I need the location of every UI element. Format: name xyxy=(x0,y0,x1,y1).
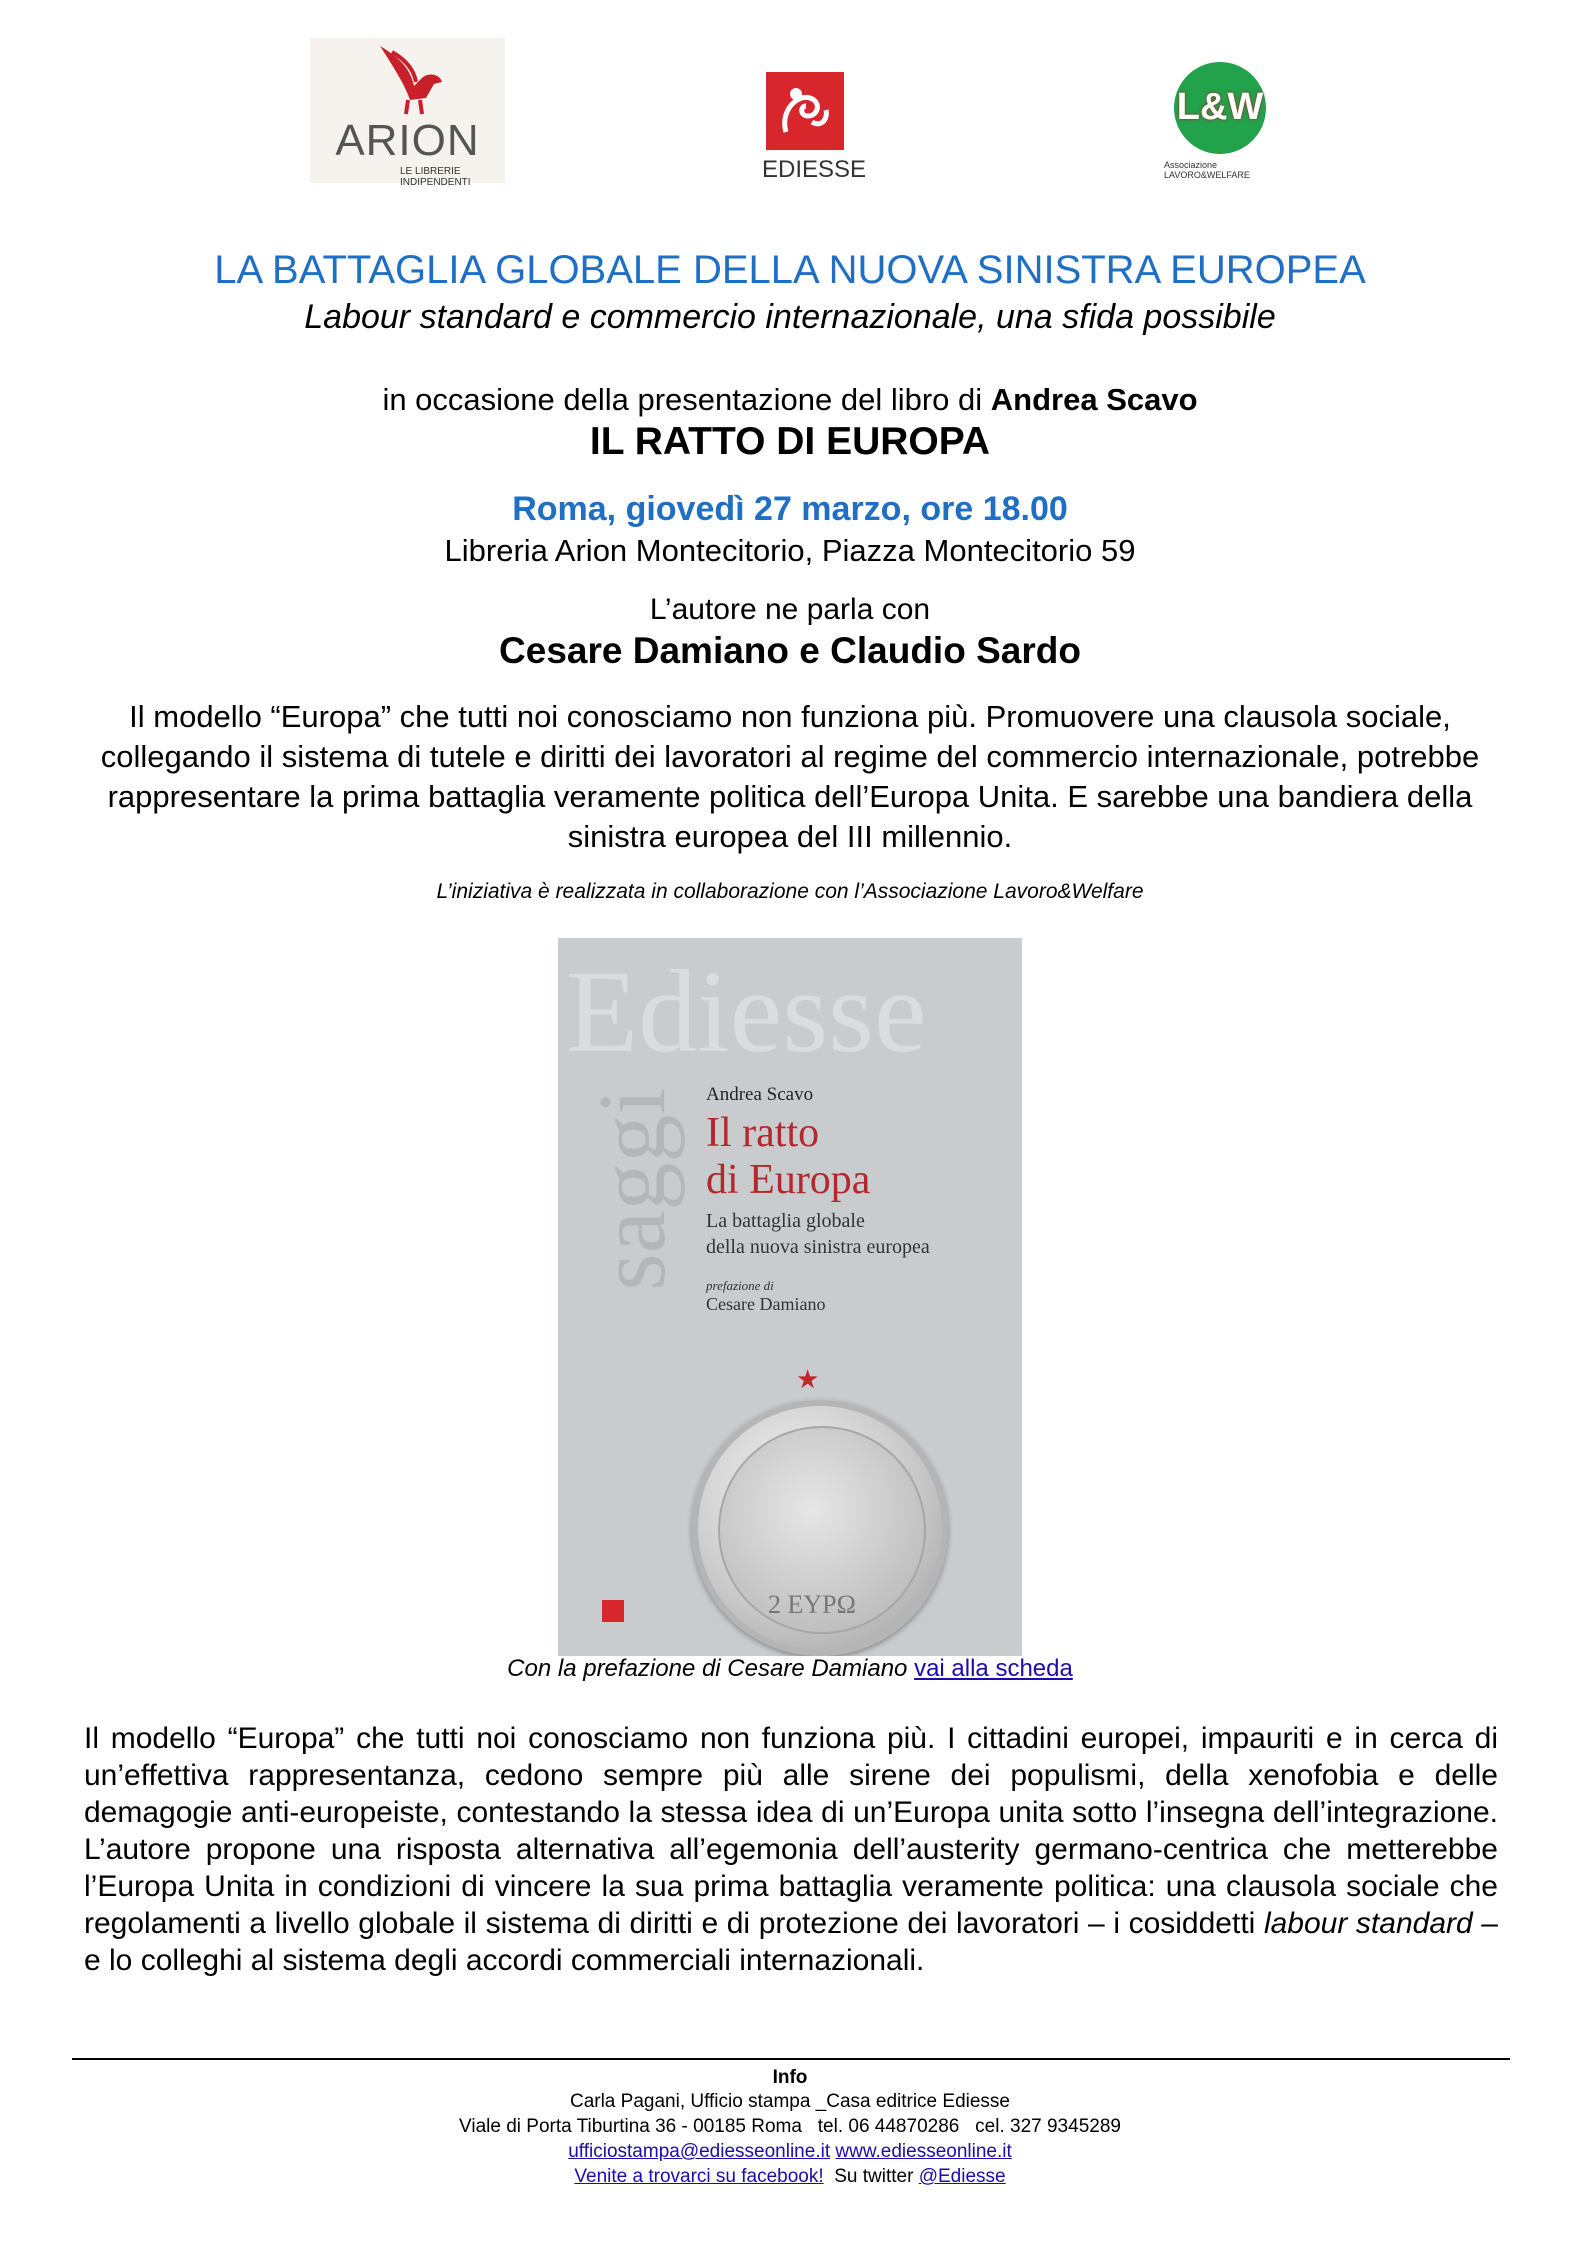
arion-wordmark: ARION xyxy=(335,116,480,165)
footer-social xyxy=(0,2166,1580,2188)
lw-tagline: Associazione LAVORO&WELFARE xyxy=(1164,160,1250,180)
cover-title-line-1: Il ratto xyxy=(706,1110,820,1156)
email-link[interactable]: ufficiostampa@ediesseonline.it xyxy=(568,2141,831,2162)
author-name: Andrea Scavo xyxy=(990,382,1198,417)
cover-author: Andrea Scavo xyxy=(706,1084,814,1105)
event-date: Roma, giovedì 27 marzo, ore 18.00 xyxy=(512,490,1068,528)
ediesse-mark xyxy=(766,72,844,150)
book-cover-image xyxy=(558,938,1022,1656)
pegasus-icon xyxy=(310,38,505,118)
cover-title-line-2: di Europa xyxy=(706,1157,871,1203)
speakers: Cesare Damiano e Claudio Sardo xyxy=(499,630,1081,671)
speaks-with-label: L’autore ne parla con xyxy=(649,593,931,626)
footer-links xyxy=(0,2141,1580,2163)
book-details-link[interactable]: vai alla scheda xyxy=(914,1655,1073,1682)
cover-tagline xyxy=(706,1208,930,1260)
cover-publisher-watermark: Ediesse xyxy=(566,946,927,1077)
cover-caption xyxy=(0,1655,1580,1683)
coin-denomination: 2 ΕΥΡΩ xyxy=(768,1590,856,1619)
cover-tagline-line-1: La battaglia globale xyxy=(706,1210,865,1232)
event-title: LA BATTAGLIA GLOBALE DELLA NUOVA SINISTRA EUROPEA xyxy=(214,248,1366,292)
ediesse-wordmark: EDIESSE xyxy=(762,156,867,183)
cover-preface-label: prefazione di xyxy=(706,1278,774,1293)
collaboration-note: L’iniziativa è realizzata in collaborazione con l’Associazione Lavoro&Welfare xyxy=(436,880,1144,903)
arion-tagline: LE LIBRERIE INDIPENDENTI xyxy=(400,166,471,188)
euro-coin-image xyxy=(692,1400,948,1656)
ediesse-emblem-icon xyxy=(766,72,844,150)
facebook-link[interactable]: Venite a trovarci su facebook! xyxy=(574,2166,824,2187)
star-icon: ★ xyxy=(796,1364,820,1394)
footer-divider xyxy=(72,2058,1510,2060)
footer-contact: Carla Pagani, Ufficio stampa _Casa editrice Ediesse xyxy=(569,2091,1011,2112)
body-paragraph xyxy=(84,1720,1498,1979)
body-text-1: Il modello “Europa” che tutti noi conosciamo non funziona più. I cittadini europei, impauriti e in cerca di un’effettiva rappresentanza, cedono sempre più alle sirene dei populismi, della xenofobia e delle demagogie anti-europeiste, contestando la stessa idea di un’Europa unita sotto l’insegna dell’integrazione. L’autore propone una risposta alternativa all’egemonia dell’austerity germano-centrica che metterebbe l’Europa Unita in condizioni di vincere la sua prima battaglia veramente politica: una clausola sociale che regolamenti a livello globale il sistema di diritti e di protezione dei lavoratori – i cosiddetti xyxy=(84,1722,1498,1940)
ediesse-logo xyxy=(762,72,867,186)
website-link[interactable]: www.ediesseonline.it xyxy=(835,2141,1012,2162)
event-venue: Libreria Arion Montecitorio, Piazza Montecitorio 59 xyxy=(444,533,1136,568)
book-title: IL RATTO DI EUROPA xyxy=(589,420,991,463)
body-italic-term: labour standard xyxy=(1263,1907,1473,1940)
intro-paragraph: Il modello “Europa” che tutti noi conosciamo non funziona più. Promuovere una clausola sociale, collegando il sistema di tutele e diritti dei lavoratori al regime del commercio internazionale, potrebbe rappresentare la prima battaglia veramente politica dell’Europa Unita. E sarebbe una bandiera della sinistra europea del III millennio. xyxy=(100,699,1480,854)
event-subtitle: Labour standard e commercio internazionale, una sfida possibile xyxy=(304,298,1276,336)
lw-mark: L&W xyxy=(1176,86,1264,128)
footer-info-label: Info xyxy=(772,2067,808,2088)
lavoro-welfare-logo xyxy=(1160,60,1280,184)
occasion-prefix: in occasione della presentazione del libro di xyxy=(382,382,983,417)
cover-series-label: saggi xyxy=(578,1088,685,1291)
arion-logo xyxy=(310,38,505,188)
footer-address: Viale di Porta Tiburtina 36 - 00185 Roma tel. 06 44870286 cel. 327 9345289 xyxy=(459,2116,1121,2137)
occasion-line xyxy=(0,382,1580,418)
body-text-2: – e lo colleghi al sistema degli accordi commerciali internazionali. xyxy=(84,1907,1498,1977)
twitter-link[interactable]: @Ediesse xyxy=(918,2166,1006,2187)
publisher-mark-icon xyxy=(602,1600,624,1622)
twitter-label: Su twitter xyxy=(834,2166,914,2187)
cover-title xyxy=(706,1110,870,1204)
cover-tagline-line-2: della nuova sinistra europea xyxy=(706,1236,930,1258)
cover-preface-name: Cesare Damiano xyxy=(706,1294,826,1314)
caption-text: Con la prefazione di Cesare Damiano xyxy=(507,1655,908,1682)
